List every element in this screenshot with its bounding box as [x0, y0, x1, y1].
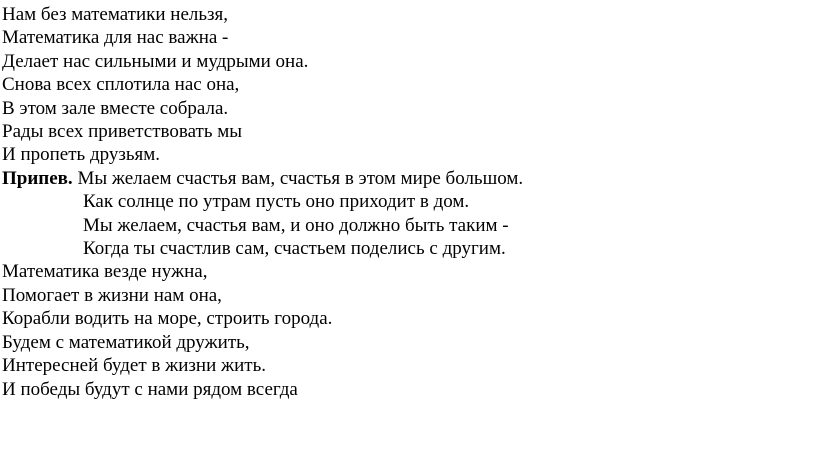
- chorus-line-3: Мы желаем, счастья вам, и оно должно быть таким -: [83, 214, 509, 236]
- verse-1-line-7: И пропеть друзьям.: [2, 144, 161, 166]
- verse-2-line-1: Математика везде нужна,: [2, 261, 208, 283]
- chorus-line-2: Как солнце по утрам пусть оно приходит в дом.: [83, 191, 470, 213]
- song-lyrics: [2, 3, 523, 401]
- chorus-first-line: [2, 167, 523, 190]
- verse-1-line-3: Делает нас сильными и мудрыми она.: [2, 50, 309, 72]
- chorus-line-1-text: Мы желаем счастья вам, счастья в этом мире большом.: [72, 167, 524, 189]
- chorus-label: Припев.: [2, 167, 73, 189]
- verse-1-line-1: Нам без математики нельзя,: [2, 4, 229, 25]
- verse-1-line-6: Рады всех приветствовать мы: [2, 121, 243, 143]
- verse-1-line-5: В этом зале вместе собрала.: [2, 97, 229, 119]
- verse-2-line-4: Будем с математикой дружить,: [2, 331, 250, 353]
- verse-2-line-2: Помогает в жизни нам она,: [2, 284, 222, 306]
- verse-2-line-6: И победы будут с нами рядом всегда: [2, 378, 298, 400]
- verse-1-line-2: Математика для нас важна -: [2, 27, 229, 49]
- verse-1-line-4: Снова всех сплотила нас она,: [2, 74, 240, 96]
- verse-2-line-3: Корабли водить на море, строить города.: [2, 308, 333, 330]
- verse-2-line-5: Интересней будет в жизни жить.: [2, 355, 267, 377]
- chorus-line-4: Когда ты счастлив сам, счастьем поделись с другим.: [83, 238, 506, 260]
